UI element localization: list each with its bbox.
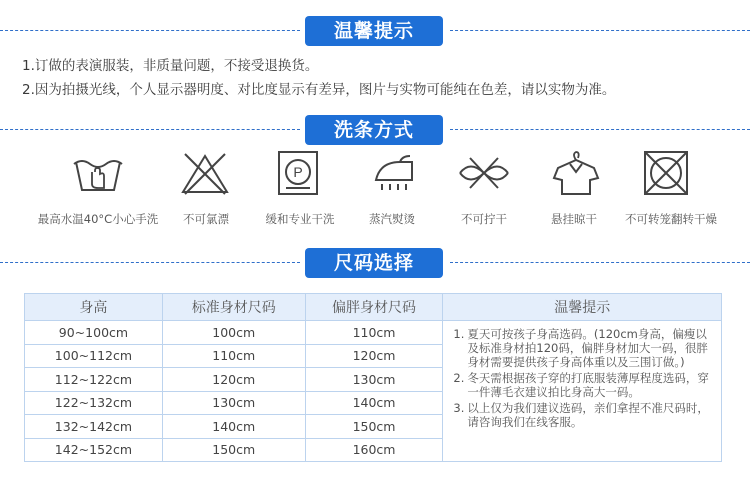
care-label: 不可转笼翻转干燥	[625, 212, 717, 226]
section-title: 洗条方式	[305, 115, 443, 145]
no-tumble-dry-icon	[626, 150, 706, 200]
cell-standard: 140cm	[162, 415, 305, 439]
cell-plus: 130cm	[305, 368, 443, 392]
care-label: 悬挂晾干	[551, 212, 597, 226]
divider	[450, 30, 750, 31]
cell-height: 100~112cm	[25, 344, 163, 368]
header-plus-size: 偏胖身材尺码	[305, 294, 443, 321]
cell-height: 132~142cm	[25, 415, 163, 439]
divider	[0, 262, 300, 263]
no-wring-icon	[444, 150, 524, 200]
header-tips: 温馨提示	[443, 294, 722, 321]
cell-height: 90~100cm	[25, 321, 163, 345]
size-tip-number: 3.	[453, 401, 465, 415]
size-table-header-row	[25, 294, 722, 321]
cell-height: 142~152cm	[25, 438, 163, 462]
tip-line-2: 2.因为拍摄光线，个人显示器明度、对比度显示有差异，图片与实物可能纯在色差，请以实物为准。	[22, 82, 616, 98]
tips-section-header	[0, 16, 750, 46]
cell-height: 112~122cm	[25, 368, 163, 392]
cell-plus: 140cm	[305, 391, 443, 415]
size-table	[24, 293, 722, 462]
divider	[0, 129, 300, 130]
size-tip-number: 1.	[453, 327, 465, 341]
size-tip-1	[453, 327, 713, 369]
care-label: 最高水温40°C小心手洗	[37, 212, 159, 226]
cell-standard: 100cm	[162, 321, 305, 345]
size-tip-3	[453, 401, 713, 429]
hang-dry-icon	[536, 150, 616, 200]
cell-plus: 110cm	[305, 321, 443, 345]
cell-height: 122~132cm	[25, 391, 163, 415]
no-bleach-icon	[165, 150, 245, 200]
cell-standard: 130cm	[162, 391, 305, 415]
cell-plus: 120cm	[305, 344, 443, 368]
cell-standard: 150cm	[162, 438, 305, 462]
steam-iron-icon	[354, 150, 434, 200]
care-label: 不可拧干	[461, 212, 507, 226]
cell-standard: 110cm	[162, 344, 305, 368]
size-tip-number: 2.	[453, 371, 465, 385]
svg-text:P: P	[293, 164, 303, 180]
size-section-header	[0, 248, 750, 278]
tip-line-1: 1.订做的表演服装，非质量问题，不接受退换货。	[22, 58, 319, 74]
header-height: 身高	[25, 294, 163, 321]
section-title: 尺码选择	[305, 248, 443, 278]
dry-clean-p-icon	[258, 150, 338, 200]
care-label: 不可氯漂	[183, 212, 229, 226]
cell-plus: 160cm	[305, 438, 443, 462]
cell-standard: 120cm	[162, 368, 305, 392]
divider	[450, 262, 750, 263]
size-tip-text: 以上仅为我们建议选码，亲们拿捏不准尺码时，请咨询我们在线客服。	[467, 401, 709, 429]
section-title: 温馨提示	[305, 16, 443, 46]
size-tip-text: 夏天可按孩子身高选码。(120cm身高，偏瘦以及标准身材拍120码，偏胖身材加大一码，很胖身材需要提供孩子身高体重以及三围订做。)	[467, 327, 708, 369]
cell-plus: 150cm	[305, 415, 443, 439]
size-tips-cell	[443, 321, 722, 462]
divider	[0, 30, 300, 31]
hand-wash-40-icon	[58, 150, 138, 200]
table-row	[25, 321, 722, 345]
header-standard-size: 标准身材尺码	[162, 294, 305, 321]
care-label: 蒸汽熨烫	[369, 212, 415, 226]
care-label: 缓和专业干洗	[265, 212, 335, 226]
divider	[450, 129, 750, 130]
size-tip-text: 冬天需根据孩子穿的打底服装薄厚程度选码，穿一件薄毛衣建议拍比身高大一码。	[467, 371, 709, 399]
wash-section-header	[0, 115, 750, 145]
size-tip-2	[453, 371, 713, 399]
